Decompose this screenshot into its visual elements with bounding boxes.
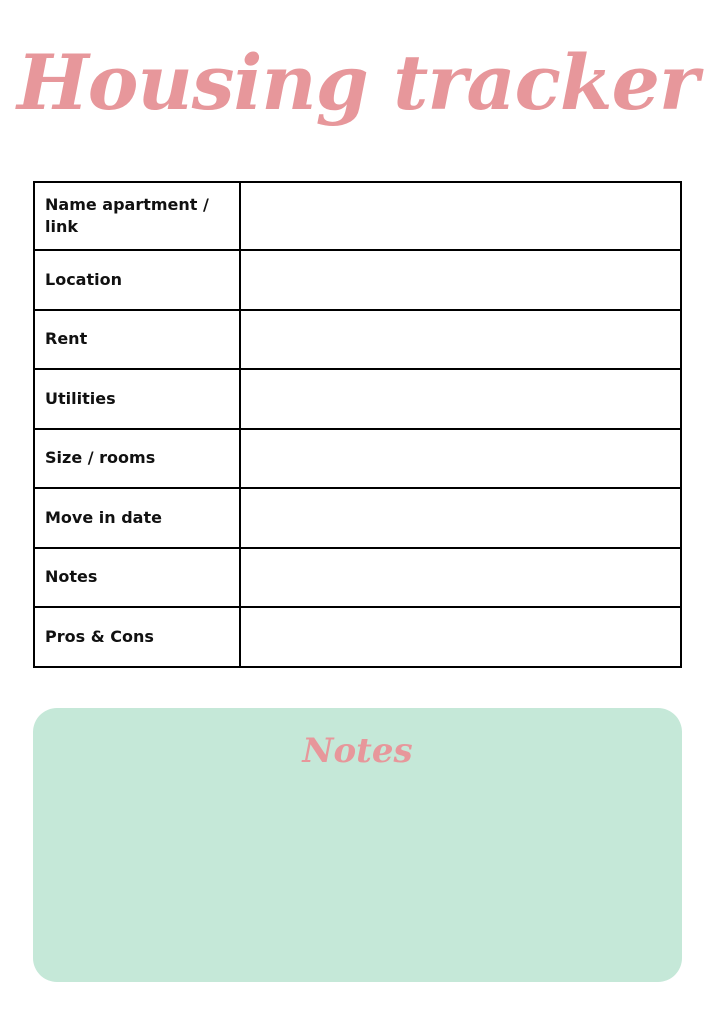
row-label: Move in date — [34, 488, 240, 548]
table-row-name-link — [34, 182, 681, 250]
table-row-location — [34, 250, 681, 310]
utilities-field[interactable] — [240, 369, 681, 429]
notes-area[interactable] — [33, 708, 682, 982]
row-label: Location — [34, 250, 240, 310]
row-label: Notes — [34, 548, 240, 608]
row-label: Pros & Cons — [34, 607, 240, 667]
row-label: Rent — [34, 310, 240, 370]
table-row-size-rooms — [34, 429, 681, 489]
table-row-pros-cons — [34, 607, 681, 667]
row-label: Name apartment / link — [34, 182, 240, 250]
page-title: Housing tracker — [17, 38, 698, 127]
name-link-field[interactable] — [240, 182, 681, 250]
move-in-date-field[interactable] — [240, 488, 681, 548]
size-rooms-field[interactable] — [240, 429, 681, 489]
pros-cons-field[interactable] — [240, 607, 681, 667]
row-label: Utilities — [34, 369, 240, 429]
notes-field[interactable] — [240, 548, 681, 608]
rent-field[interactable] — [240, 310, 681, 370]
table-row-notes — [34, 548, 681, 608]
notes-heading: Notes — [302, 731, 413, 771]
row-label: Size / rooms — [34, 429, 240, 489]
table-row-utilities — [34, 369, 681, 429]
table-row-move-in-date — [34, 488, 681, 548]
housing-tracker-table — [33, 181, 682, 668]
location-field[interactable] — [240, 250, 681, 310]
table-row-rent — [34, 310, 681, 370]
